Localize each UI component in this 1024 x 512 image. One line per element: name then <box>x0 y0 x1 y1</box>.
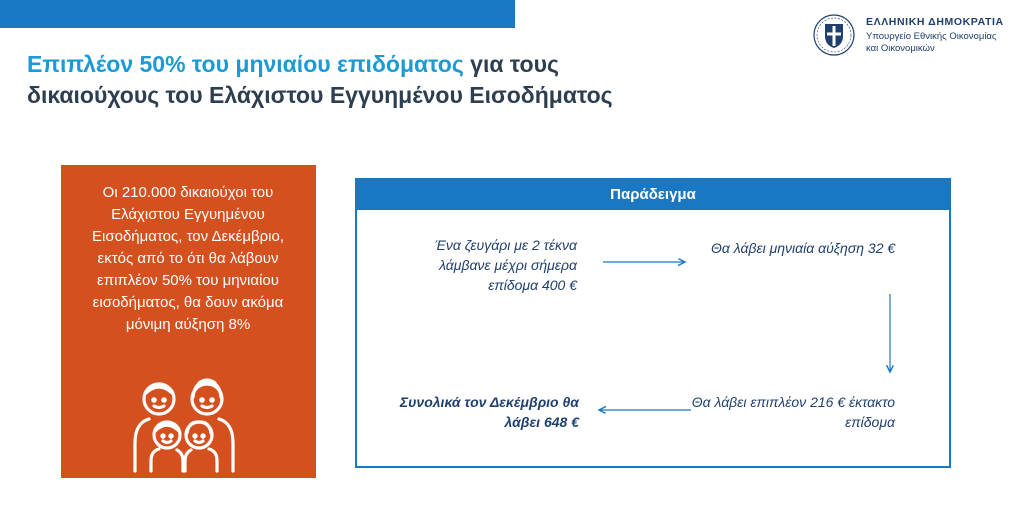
example-step-2: Θα λάβει μηνιαία αύξηση 32 € <box>711 240 896 256</box>
ministry-logo <box>812 12 1012 62</box>
family-icon <box>129 373 239 473</box>
example-step-3: Θα λάβει επιπλέον 216 € έκτακτο επίδομα <box>691 394 895 430</box>
top-accent-bar <box>0 0 515 28</box>
title-accent: Επιπλέον 50% του μηνιαίου επιδόματος <box>27 51 464 77</box>
ministry-line-1: Υπουργείο Εθνικής Οικονομίας <box>866 31 997 42</box>
example-box <box>355 178 951 468</box>
title-line-2: δικαιούχους του Ελάχιστου Εγγυημένου Εισοδήματος <box>27 82 613 108</box>
example-header: Παράδειγμα <box>357 180 949 210</box>
org-name: ΕΛΛΗΝΙΚΗ ΔΗΜΟΚΡΑΤΙΑ <box>866 16 1004 28</box>
info-panel-text: Οι 210.000 δικαιούχοι του Ελάχιστου Εγγυημένου Εισοδήματος, τον Δεκέμβριο, εκτός από το ότι θα λάβουν επιπλέον 50% του μηνιαίου εισοδήματος, θα δουν ακόμα μόνιμη αύξηση 8% <box>92 184 284 333</box>
ministry-line-2: και Οικονομικών <box>866 42 935 54</box>
title-rest: για τους <box>463 51 559 77</box>
page-title <box>27 49 613 111</box>
example-total: Συνολικά τον Δεκέμβριο θα λάβει 648 € <box>399 394 579 430</box>
ministry-name <box>866 31 997 54</box>
greek-coat-of-arms-icon <box>812 12 856 58</box>
info-panel <box>61 165 316 478</box>
example-step-1: Ένα ζευγάρι με 2 τέκνα λάμβανε μέχρι σήμερα επίδομα 400 € <box>434 237 577 293</box>
